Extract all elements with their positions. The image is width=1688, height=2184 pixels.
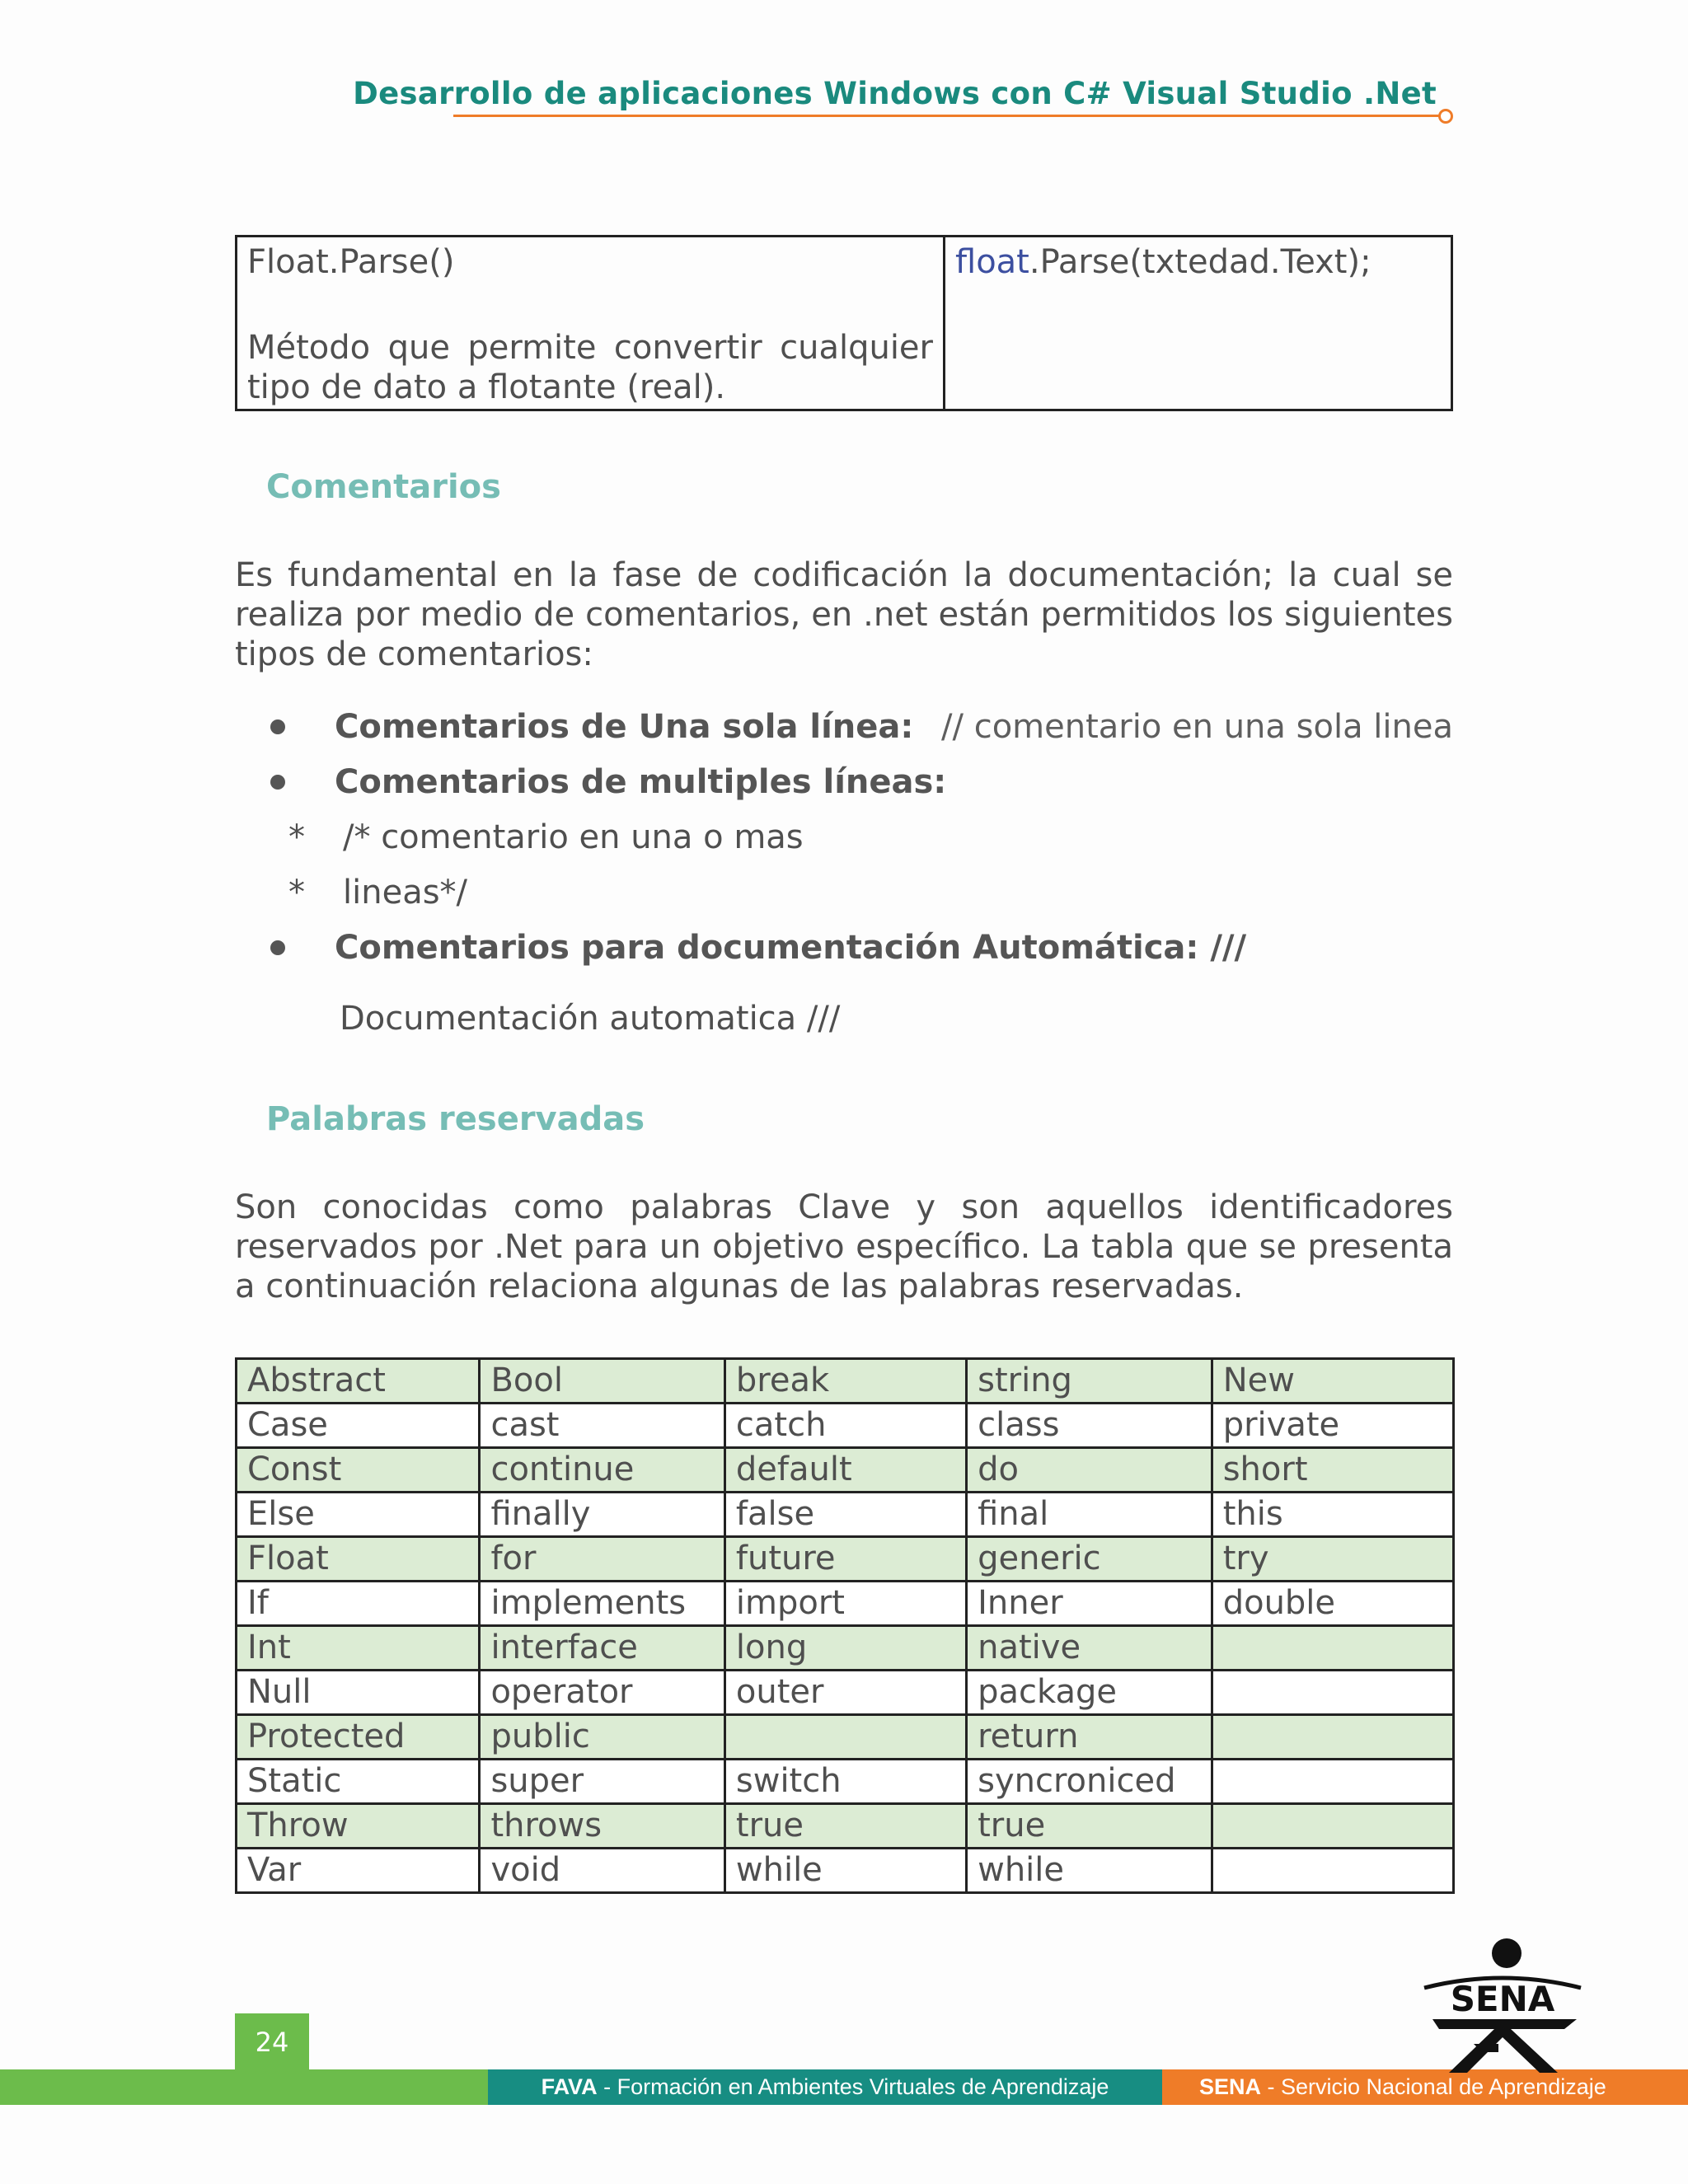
table-cell: Int xyxy=(237,1626,480,1671)
table-cell: public xyxy=(480,1715,724,1760)
bullet-icon xyxy=(270,719,285,734)
table-row xyxy=(237,1448,1454,1493)
table-cell: break xyxy=(724,1359,966,1404)
table-cell: operator xyxy=(480,1671,724,1715)
section-title-palabras-reservadas: Palabras reservadas xyxy=(266,1100,645,1138)
section-title-comentarios: Comentarios xyxy=(266,468,501,506)
page-number: 24 xyxy=(235,2013,309,2071)
table-cell: native xyxy=(967,1626,1212,1671)
bullet-icon xyxy=(270,940,285,955)
table-cell: final xyxy=(967,1493,1212,1537)
footer-sena-bold: SENA xyxy=(1199,2074,1262,2099)
footer-fava-banner xyxy=(488,2069,1162,2105)
table-cell: true xyxy=(724,1804,966,1849)
table-cell: Inner xyxy=(967,1582,1212,1626)
example-code: .Parse(txtedad.Text); xyxy=(1029,243,1372,281)
table-cell: Null xyxy=(237,1671,480,1715)
bullet-icon xyxy=(270,775,285,790)
table-cell: void xyxy=(480,1849,724,1893)
table-row xyxy=(237,1849,1454,1893)
table-cell: New xyxy=(1212,1359,1453,1404)
table-cell: Float xyxy=(237,1537,480,1582)
table-row xyxy=(237,1493,1454,1537)
sena-logo xyxy=(1416,1937,1589,2077)
footer-fava-text: - Formación en Ambientes Virtuales de Aprendizaje xyxy=(597,2074,1109,2099)
table-cell: super xyxy=(480,1760,724,1804)
table-cell: future xyxy=(724,1537,966,1582)
table-cell xyxy=(1212,1715,1453,1760)
multiline-example-text: /* comentario en una o mas xyxy=(343,818,804,856)
table-row xyxy=(237,1359,1454,1404)
table-cell: private xyxy=(1212,1404,1453,1448)
table-cell xyxy=(724,1715,966,1760)
bullet-label: Comentarios de multiples líneas: xyxy=(335,763,947,801)
table-cell: false xyxy=(724,1493,966,1537)
table-cell: switch xyxy=(724,1760,966,1804)
table-cell: syncroniced xyxy=(967,1760,1212,1804)
reserved-words-table xyxy=(235,1357,1455,1894)
table-cell xyxy=(1212,1671,1453,1715)
header-rule-end-dot xyxy=(1438,109,1453,124)
table-row xyxy=(237,1671,1454,1715)
method-description: Método que permite convertir cualquier tipo de dato a flotante (real). xyxy=(247,329,933,406)
table-cell: double xyxy=(1212,1582,1453,1626)
table-cell xyxy=(1212,1804,1453,1849)
table-cell xyxy=(1212,1849,1453,1893)
asterisk-marker: * xyxy=(288,818,305,856)
asterisk-marker: * xyxy=(288,874,305,912)
table-cell: Abstract xyxy=(237,1359,480,1404)
table-cell: string xyxy=(967,1359,1212,1404)
table-cell: do xyxy=(967,1448,1212,1493)
table-cell: class xyxy=(967,1404,1212,1448)
header-rule xyxy=(453,115,1441,117)
table-cell: outer xyxy=(724,1671,966,1715)
table-cell: default xyxy=(724,1448,966,1493)
table-row xyxy=(237,1626,1454,1671)
table-cell: for xyxy=(480,1537,724,1582)
document-title: Desarrollo de aplicaciones Windows con C# Visual Studio .Net xyxy=(353,76,1437,111)
footer-sena-text: - Servicio Nacional de Aprendizaje xyxy=(1261,2074,1606,2099)
sena-logo-text: SENA xyxy=(1450,1979,1555,2019)
table-row xyxy=(237,1404,1454,1448)
table-cell xyxy=(1212,1760,1453,1804)
bullet-label: Comentarios de Una sola línea: xyxy=(335,708,914,746)
example-keyword: float xyxy=(955,243,1029,281)
bullet-label: Comentarios para documentación Automática: /// xyxy=(335,929,1247,967)
single-line-comment-example: // comentario en una sola linea xyxy=(941,708,1453,746)
table-row xyxy=(237,1582,1454,1626)
table-cell: Const xyxy=(237,1448,480,1493)
table-cell: while xyxy=(967,1849,1212,1893)
table-cell: cast xyxy=(480,1404,724,1448)
footer-fava-bold: FAVA xyxy=(541,2074,598,2099)
table-cell: try xyxy=(1212,1537,1453,1582)
table-cell: throws xyxy=(480,1804,724,1849)
table-cell: true xyxy=(967,1804,1212,1849)
table-cell: short xyxy=(1212,1448,1453,1493)
method-name: Float.Parse() xyxy=(247,243,455,281)
table-cell: implements xyxy=(480,1582,724,1626)
table-cell: import xyxy=(724,1582,966,1626)
table-cell: continue xyxy=(480,1448,724,1493)
table-row xyxy=(237,1804,1454,1849)
table-cell: long xyxy=(724,1626,966,1671)
comentarios-intro: Es fundamental en la fase de codificación la documentación; la cual se realiza por medio de comentarios, en .net están permitidos los siguientes tipos de comentarios: xyxy=(235,556,1453,673)
table-cell: Protected xyxy=(237,1715,480,1760)
table-cell: If xyxy=(237,1582,480,1626)
table-row xyxy=(237,1760,1454,1804)
method-table xyxy=(235,235,1453,411)
table-cell: return xyxy=(967,1715,1212,1760)
method-description-cell xyxy=(237,237,945,410)
table-cell: Throw xyxy=(237,1804,480,1849)
table-cell: while xyxy=(724,1849,966,1893)
table-cell: Var xyxy=(237,1849,480,1893)
table-cell: this xyxy=(1212,1493,1453,1537)
table-cell: Static xyxy=(237,1760,480,1804)
table-cell: Bool xyxy=(480,1359,724,1404)
auto-doc-example: Documentación automatica /// xyxy=(340,1000,841,1038)
palabras-intro: Son conocidas como palabras Clave y son aquellos identificadores reservados por .Net para un objetivo específico. La tabla que se presenta a continuación relaciona algunas de las palabras reservadas. xyxy=(235,1188,1453,1305)
table-cell: generic xyxy=(967,1537,1212,1582)
method-example-cell xyxy=(945,237,1452,410)
multiline-example-text: lineas*/ xyxy=(343,874,468,912)
table-cell: interface xyxy=(480,1626,724,1671)
table-row xyxy=(237,1537,1454,1582)
table-cell: Else xyxy=(237,1493,480,1537)
table-cell: catch xyxy=(724,1404,966,1448)
table-cell: Case xyxy=(237,1404,480,1448)
table-row xyxy=(237,1715,1454,1760)
table-cell xyxy=(1212,1626,1453,1671)
table-cell: finally xyxy=(480,1493,724,1537)
table-cell: package xyxy=(967,1671,1212,1715)
